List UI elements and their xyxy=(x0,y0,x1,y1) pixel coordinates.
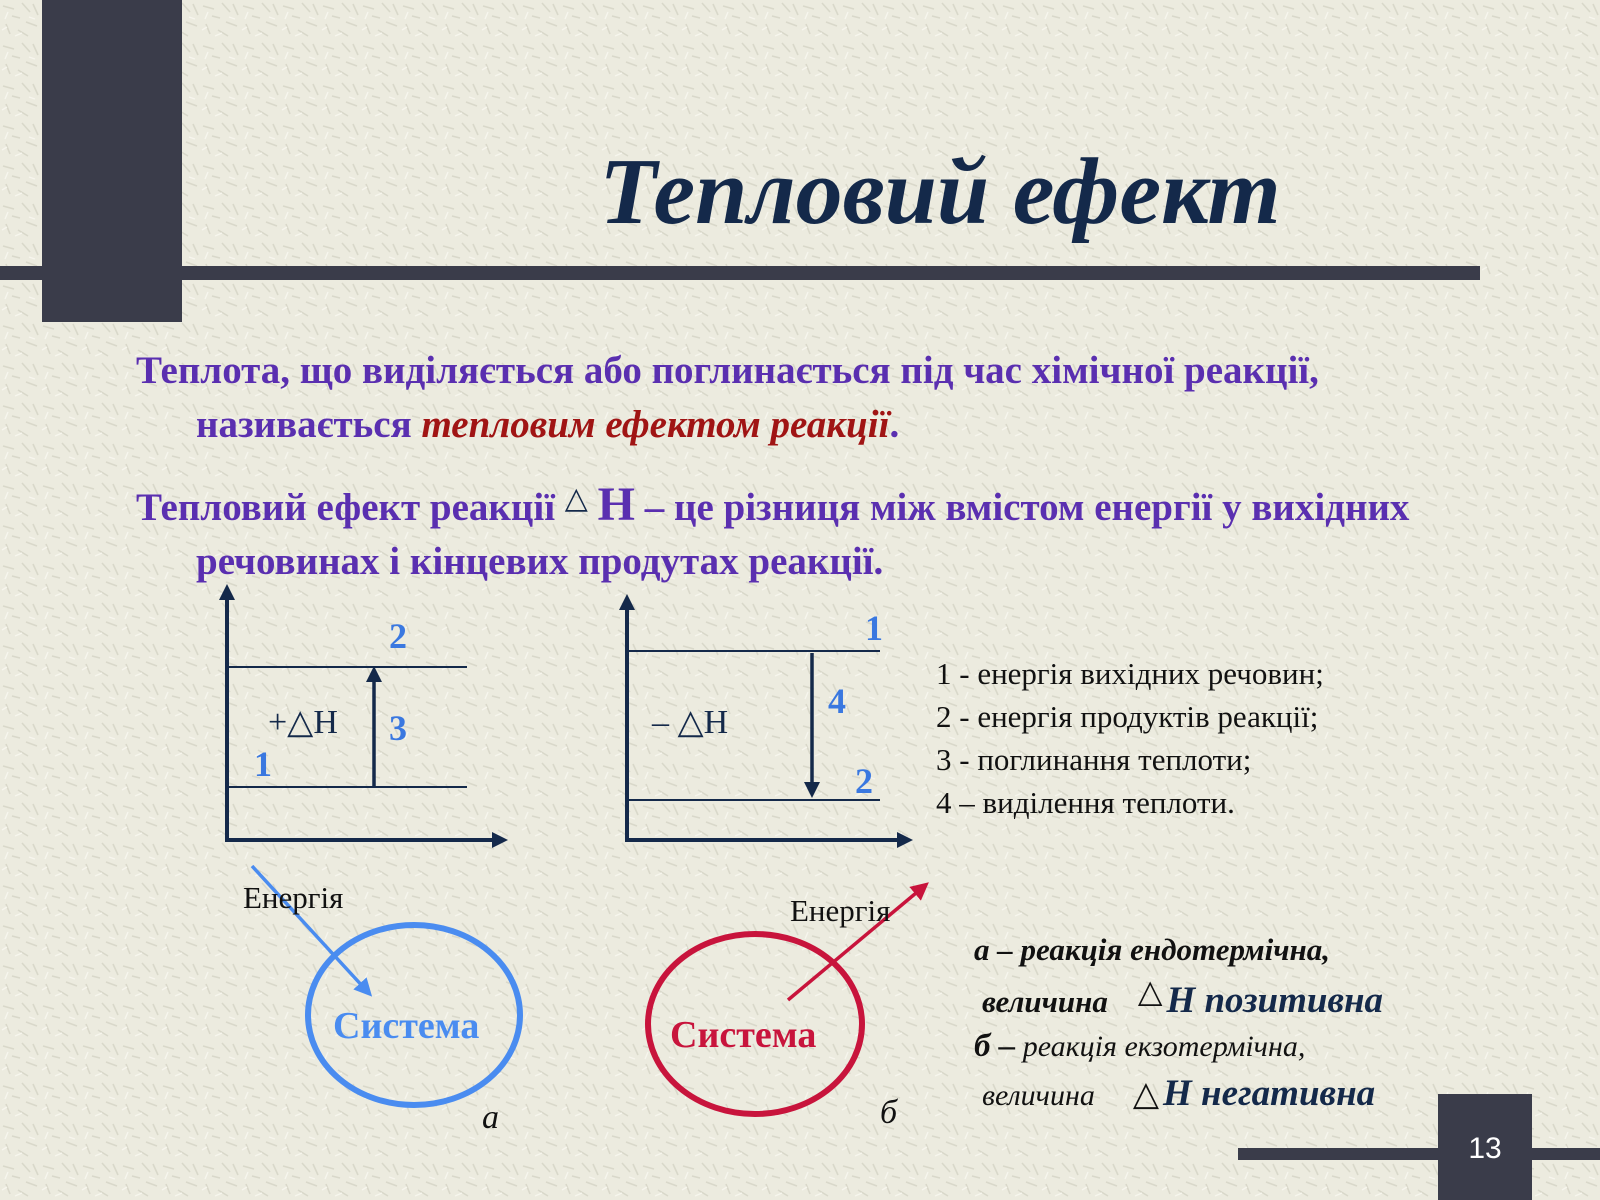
system-b xyxy=(648,888,922,1131)
diagram-a xyxy=(225,592,500,840)
conclusion-b-result: Н негативна xyxy=(1163,1073,1376,1114)
conclusion-a-text: а – реакція ендотермічна, xyxy=(974,932,1330,967)
enthalpy-text-before: Тепловий ефект реакції xyxy=(136,486,565,529)
system-b-label: Система xyxy=(670,1014,817,1056)
conclusion-b-text: реакція екзотермічна, xyxy=(1015,1030,1306,1063)
diagram-b-label-top: 1 xyxy=(865,608,883,648)
system-a-letter: а xyxy=(482,1099,499,1136)
page-number: 13 xyxy=(1468,1132,1502,1165)
conclusion-b-magnitude: величина xyxy=(982,1079,1095,1112)
diagram-a-label-top: 2 xyxy=(389,616,407,656)
conclusion-a-result: Н позитивна xyxy=(1166,980,1384,1021)
diagram-b-label-bottom: 2 xyxy=(855,761,873,801)
legend-item-4: 4 – виділення теплоти. xyxy=(936,785,1235,820)
legend-item-1: 1 - енергія вихідних речовин; xyxy=(936,656,1324,691)
system-b-energy-label: Енергія xyxy=(790,893,891,928)
conclusion-b-delta: △ xyxy=(1132,1076,1160,1113)
conclusion-a-line1 xyxy=(974,932,1330,968)
diagram-b-arrow-label: 4 xyxy=(828,681,846,721)
legend-item-3: 3 - поглинання теплоти; xyxy=(936,742,1252,777)
legend-item-2: 2 - енергія продуктів реакції; xyxy=(936,699,1319,734)
conclusion-a-delta: △ xyxy=(1137,973,1163,1009)
conclusion-b-letter: б – xyxy=(974,1028,1016,1064)
system-a-energy-label: Енергія xyxy=(243,880,344,915)
diagram-a-arrow-label: 3 xyxy=(389,708,407,748)
system-a xyxy=(243,866,520,1136)
definition-end: . xyxy=(889,403,900,446)
conclusion-b-line2 xyxy=(982,1072,1375,1115)
diagram-a-delta-label: +△Н xyxy=(268,704,338,741)
definition-term: тепловим ефектом реакції xyxy=(421,403,890,446)
delta-symbol: △ xyxy=(564,482,588,515)
definition-text: Теплота, що виділяється або поглинається під час хімічної реакції, називається xyxy=(136,349,1319,446)
conclusion-b-line1 xyxy=(974,1028,1305,1065)
system-b-letter: б xyxy=(880,1094,898,1131)
enthalpy-text-after: – це різниця між вмістом енергії у вихідних речовинах і кінцевих продутах реакції. xyxy=(196,486,1410,583)
enthalpy-symbol: Н xyxy=(597,478,635,531)
conclusion-a-line2 xyxy=(982,972,1383,1022)
slide-title: Тепловий ефект xyxy=(599,140,1281,244)
diagram-b-delta-label: – △Н xyxy=(652,704,729,741)
diagram-a-label-bottom: 1 xyxy=(254,744,272,784)
system-a-label: Система xyxy=(333,1005,480,1047)
conclusion-a-magnitude: величина xyxy=(982,984,1108,1019)
diagram-b xyxy=(625,602,905,840)
